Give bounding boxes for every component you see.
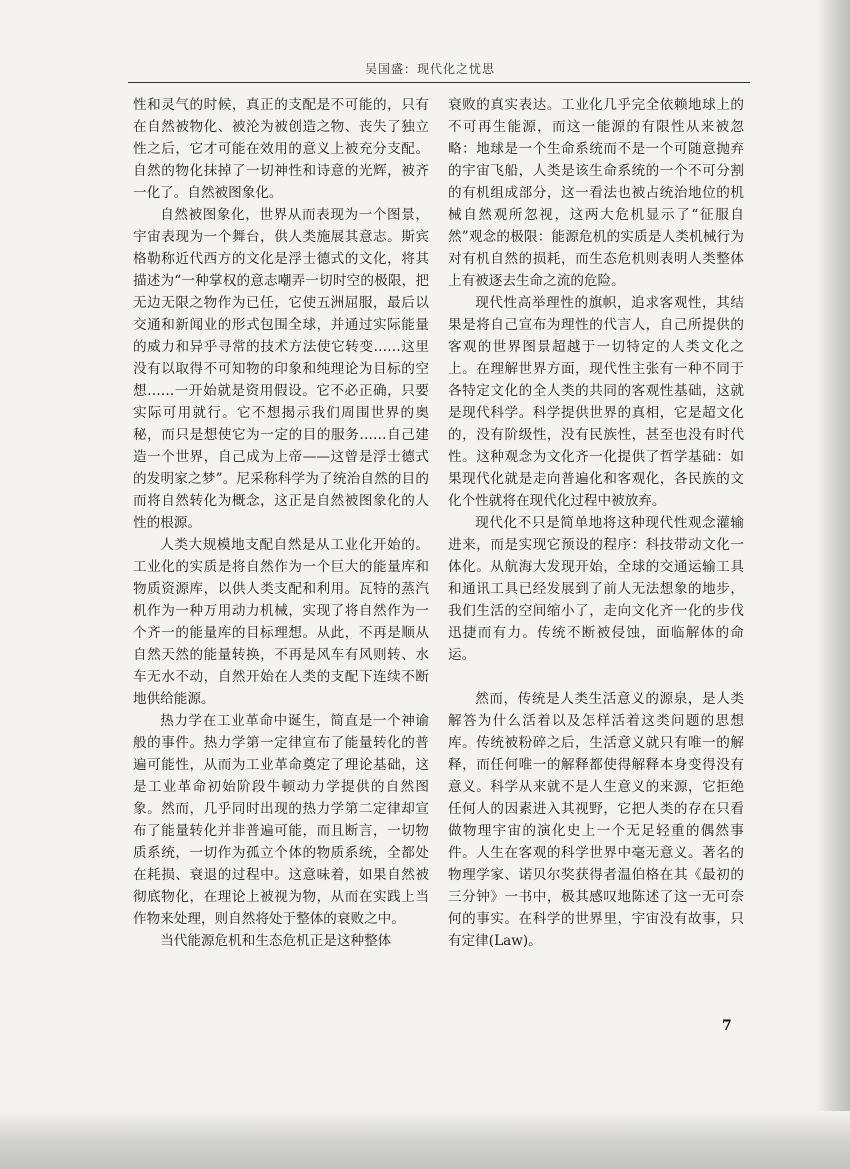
page-number: 7 xyxy=(722,1018,732,1034)
paragraph: 衰败的真实表达。工业化几乎完全依赖地球上的不可再生能源，而这一能源的有限性从来被忽略：地球是一个生命系统而不是一个可随意抛弃的宇宙飞船，人类是该生命系统的一个不可分割的有机组成部分，这一看法也被占统治地位的机械自然观所忽视，这两大危机显示了“征服自然”观念的极限：能源危机的实质是人类机械行为对有机自然的损耗，而生态危机则表明人类整体上有被逐去生命之流的危险。 xyxy=(448,97,744,289)
paragraph: 然而，传统是人类生活意义的源泉，是人类解答为什么活着以及怎样活着这类问题的思想库。传统被粉碎之后，生活意义就只有唯一的解释，而任何唯一的解释都使得解释本身变得没有意义。科学从来就不是人生意义的来源，它拒绝任何人的因素进入其视野，它把人类的存在只看做物理宇宙的演化史上一个无足轻重的偶然事件。人生在客观的科学世界中毫无意义。著名的物理学家、诺贝尔奖获得者温伯格在其《最初的三分钟》一书中，极其感叹地陈述了这一无可奈何的事实。在科学的世界里，宇宙没有故事，只有定律(Law)。 xyxy=(448,691,744,949)
left-column xyxy=(133,94,429,952)
scan-shadow-right xyxy=(816,0,850,1169)
paragraph: 性和灵气的时候，真正的支配是不可能的，只有在自然被物化、被沦为被创造之物、丧失了独立性之后，它才可能在效用的意义上被充分支配。自然的物化抹掉了一切神性和诗意的光辉，被齐一化了。自然被图象化。 xyxy=(133,97,429,201)
running-header: 吴国盛：现代化之忧思 xyxy=(364,62,495,76)
header-rule xyxy=(128,82,750,83)
scan-shadow-bottom xyxy=(0,1111,850,1169)
paragraph: 现代化不只是简单地将这种现代性观念灌输进来，而是实现它预设的程序：科技带动文化一体化。从航海大发现开始，全球的交通运输工具和通讯工具已经发展到了前人无法想象的地步，我们生活的空间缩小了，走向文化齐一化的步伐迅捷而有力。传统不断被侵蚀，面临解体的命运。 xyxy=(448,515,744,663)
paragraph: 自然被图象化，世界从而表现为一个图景，宇宙表现为一个舞台，供人类施展其意志。斯宾格勒称近代西方的文化是浮士德式的文化，将其描述为“一种掌权的意志嘲弄一切时空的极限，把无边无限之物作为已任，它使五洲屈服，最后以交通和新闻业的形式包围全球，并通过实际能量的威力和异乎寻常的技术方法使它转变……这里没有以取得不可知物的印象和纯理论为目标的空想……一开始就是资用假设。它不必正确，只要实际可用就行。它不想揭示我们周围世界的奥秘，而只是想使它为一定的目的服务……自己建造一个世界，自己成为上帝——这曾是浮士德式的发明家之梦”。尼采称科学为了统治自然的目的而将自然转化为概念，这正是自然被图象化的人性的根源。 xyxy=(133,207,429,531)
paragraph: 现代性高举理性的旗帜，追求客观性，其结果是将自己宣布为理性的代言人，自己所提供的客观的世界图景超越于一切特定的人类文化之上。在理解世界方面，现代性主张有一种不同于各特定文化的全人类的共同的客观性基础，这就是现代科学。科学提供世界的真相，它是超文化的，没有阶级性，没有民族性，甚至也没有时代性。这种观念为文化齐一化提供了哲学基础：如果现代化就是走向普遍化和客观化，各民族的文化个性就将在现代化过程中被放弃。 xyxy=(448,295,744,509)
paragraph: 当代能源危机和生态危机正是这种整体 xyxy=(160,933,392,949)
paragraph: 人类大规模地支配自然是从工业化开始的。工业化的实质是将自然作为一个巨大的能量库和物质资源库，以供人类支配和利用。瓦特的蒸汽机作为一种万用动力机械，实现了将自然作为一个齐一的能量库的目标理想。从此，不再是顺从自然天然的能量转换，不再是风车有风则转、水车无水不动，自然开始在人类的支配下连续不断地供给能源。 xyxy=(133,537,429,707)
right-column xyxy=(448,94,744,952)
paragraph: 热力学在工业革命中诞生，简直是一个神谕般的事件。热力学第一定律宣布了能量转化的普遍可能性，从而为工业革命奠定了理论基础，这是工业革命初始阶段牛顿动力学提供的自然图象。然而，几乎同时出现的热力学第二定律却宣布了能量转化并非普遍可能，而且断言，一切物质系统，一切作为孤立个体的物质系统，全都处在耗损、衰退的过程中。这意味着，如果自然被彻底物化，在理论上被视为物，从而在实践上当作物来处理，则自然将处于整体的衰败之中。 xyxy=(133,713,429,927)
